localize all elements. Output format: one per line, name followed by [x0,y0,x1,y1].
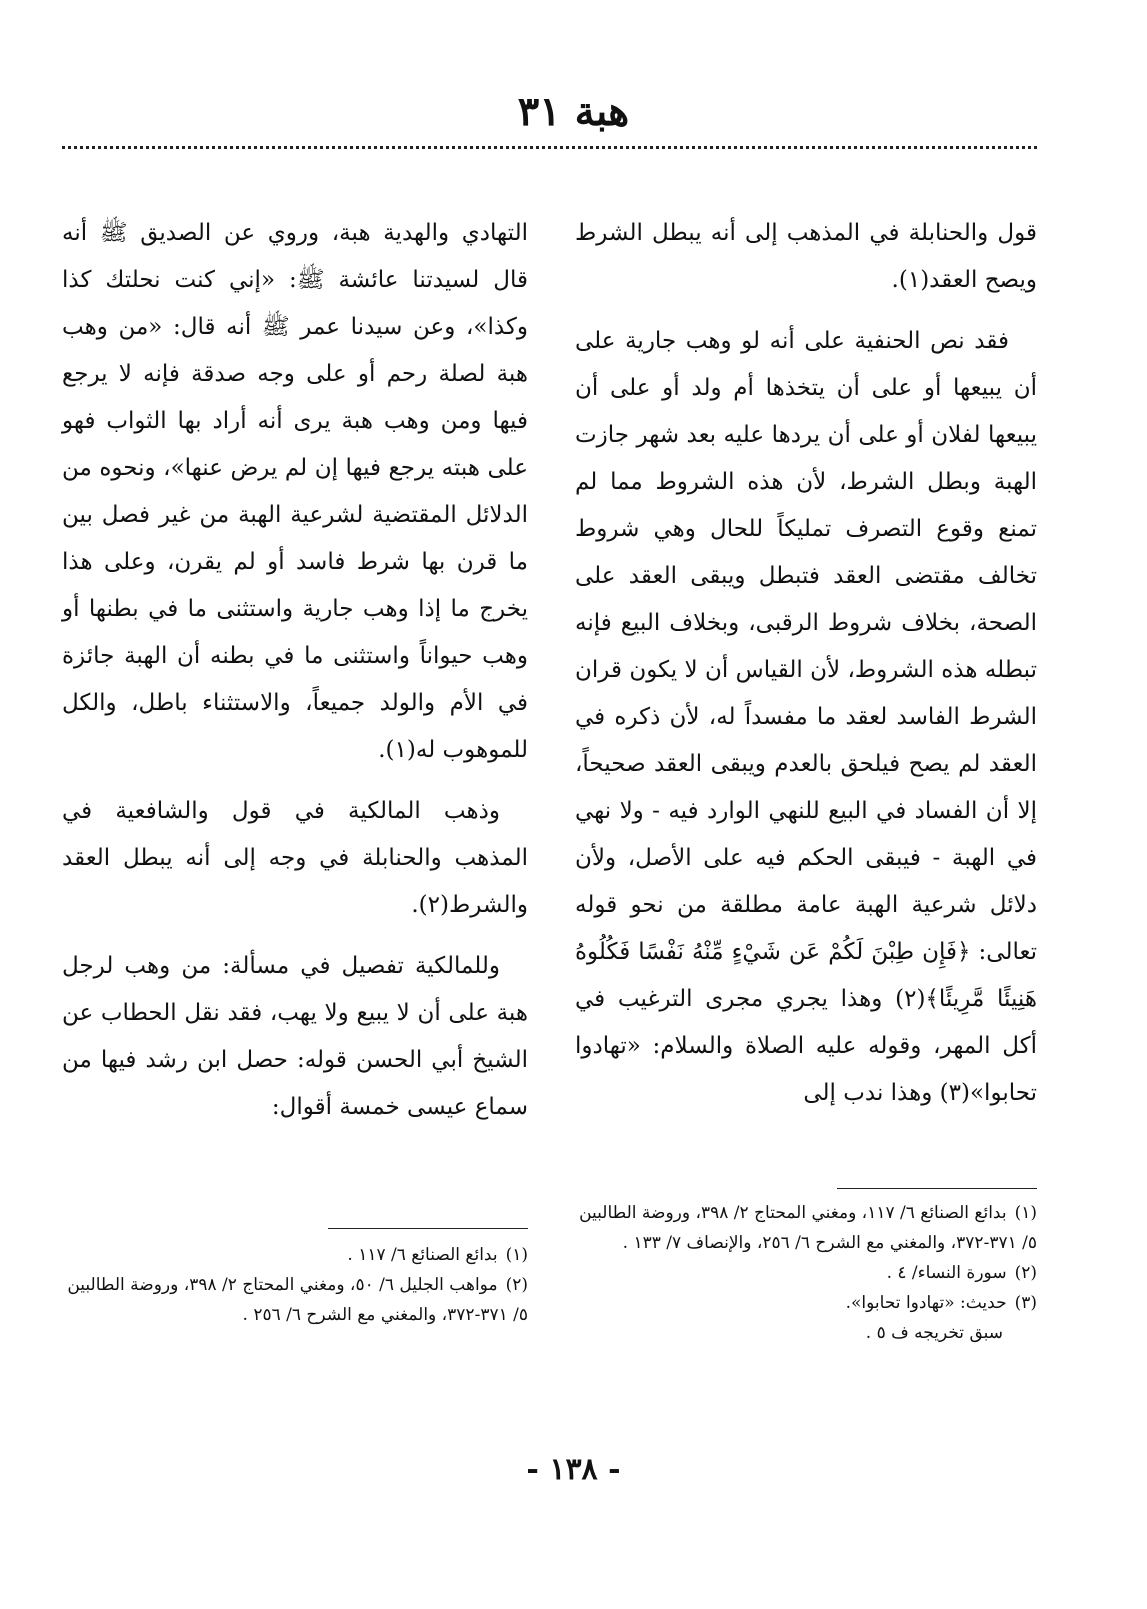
footnote-text: سبق تخريجه ف ٥ . [865,1323,1003,1343]
footnote-item [575,1288,1037,1318]
footnote-continuation [575,1318,1037,1348]
footnote-item [575,1198,1037,1258]
right-paragraph-1: قول والحنابلة في المذهب إلى أنه يبطل الشرط ويصح العقد(١). [575,220,1037,293]
footnote-text: حديث: «تهادوا تحابوا». [845,1293,1007,1313]
footnote-item [575,1258,1037,1288]
right-column [575,210,1037,1131]
footnote-number: (١) [1014,1203,1037,1223]
footnotes-right [575,1198,1037,1348]
footnote-text: بدائع الصنائع ٦/ ١١٧، ومغني المحتاج ٢/ ٣٩٨، وروضة الطالبين ٥/ ٣٧١-٣٧٢، والمغني مع الشرح ٦/ ٢٥٦، والإنصاف ٧/ ١٣٣ . [579,1203,1037,1253]
header-dotted-rule [62,146,1037,149]
left-column [62,210,528,1145]
left-paragraph-1: التهادي والهدية هبة، وروي عن الصديق ﷺ أنه قال لسيدتنا عائشة ﷺ: «إني كنت نحلتك كذا وكذا»، وعن سيدنا عمر ﷺ أنه قال: «من وهب هبة لصلة رحم أو على وجه صدقة فإنه لا يرجع فيها ومن وهب هبة يرى أنه أراد بها الثواب فهو على هبته يرجع فيها إن لم يرض عنها»، ونحوه من الدلائل المقتضية لشرعية الهبة من غير فصل بين ما قرن بها شرط فاسد أو لم يقرن، وعلى هذا يخرج ما إذا وهب جارية واستثنى ما في بطنها أو وهب حيواناً واستثنى ما في بطنه أن الهبة جائزة في الأم والولد جميعاً، والاستثناء باطل، والكل للموهوب له(١). [62,220,528,763]
footnote-item [62,1270,528,1330]
footnote-number: (٢) [505,1275,528,1295]
footnote-number: (٣) [1014,1293,1037,1313]
page-number: - ١٣٨ - [526,1452,621,1487]
footnote-number: (١) [505,1245,528,1265]
footnote-number: (٢) [1014,1263,1037,1283]
footnote-divider-left [328,1228,528,1229]
footnote-text: مواهب الجليل ٦/ ٥٠، ومغني المحتاج ٢/ ٣٩٨، وروضة الطالبين ٥/ ٣٧١-٣٧٢، والمغني مع الشرح ٦/ ٢٥٦ . [67,1275,528,1325]
page-header-title: هبة ٣١ [517,88,630,135]
footnote-item [62,1240,528,1270]
left-paragraph-3: وللمالكية تفصيل في مسألة: من وهب لرجل هبة على أن لا يبيع ولا يهب، فقد نقل الحطاب عن الشيخ أبي الحسن قوله: حصل ابن رشد فيها من سماع عيسى خمسة أقوال: [62,953,528,1120]
right-paragraph-2: فقد نص الحنفية على أنه لو وهب جارية على أن يبيعها أو على أن يتخذها أم ولد أو على أن يبيعها لفلان أو على أن يردها عليه بعد شهر جازت الهبة وبطل الشرط، لأن هذه الشروط مما لم تمنع وقوع التصرف تمليكاً للحال وهي شروط تخالف مقتضى العقد فتبطل ويبقى العقد على الصحة، بخلاف شروط الرقبى، وبخلاف البيع فإنه تبطله هذه الشروط، لأن القياس أن لا يكون قران الشرط الفاسد لعقد ما مفسداً له، لأن ذكره في العقد لم يصح فيلحق بالعدم ويبقى العقد صحيحاً، إلا أن الفساد في البيع للنهي الوارد فيه - ولا نهي في الهبة - فيبقى الحكم فيه على الأصل، ولأن دلائل شرعية الهبة عامة مطلقة من نحو قوله تعالى: ﴿فَإِن طِبْنَ لَكُمْ عَن شَيْءٍ مِّنْهُ نَفْسًا فَكُلُوهُ هَنِيئًا مَّرِيئًا﴾(٢) وهذا يجري مجرى الترغيب في أكل المهر، وقوله عليه الصلاة والسلام: «تهادوا تحابوا»(٣) وهذا ندب إلى [575,328,1037,1106]
footnotes-left [62,1240,528,1330]
left-paragraph-2: وذهب المالكية في قول والشافعية في المذهب والحنابلة في وجه إلى أنه يبطل العقد والشرط(٢). [62,798,528,918]
footnote-text: سورة النساء/ ٤ . [886,1263,1007,1283]
footnote-divider-right [837,1188,1037,1189]
footnote-text: بدائع الصنائع ٦/ ١١٧ . [347,1245,498,1265]
